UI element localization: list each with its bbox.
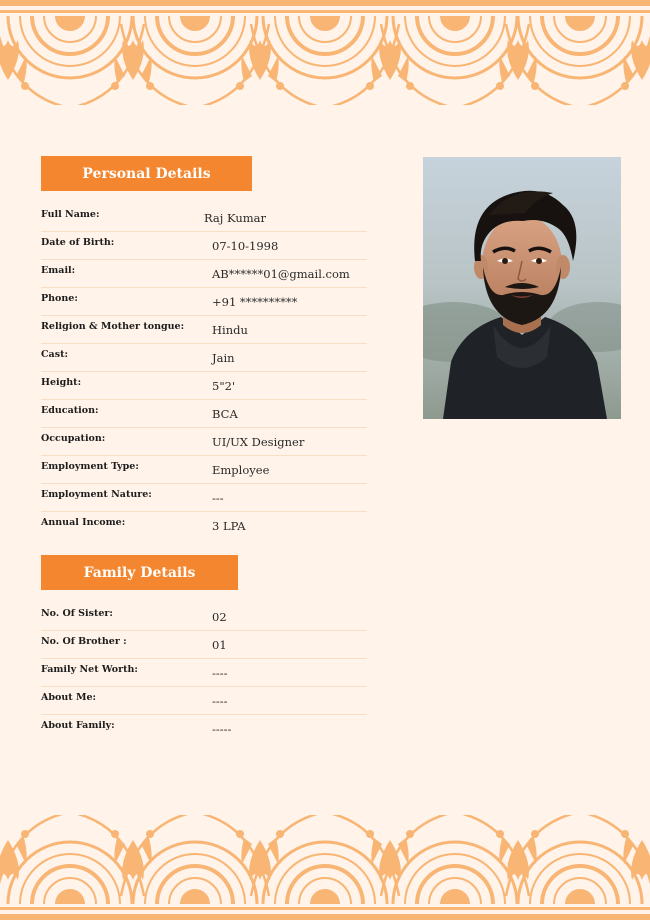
detail-value: 07-10-1998 xyxy=(212,239,279,253)
detail-label: About Family: xyxy=(41,720,115,731)
detail-label: Date of Birth: xyxy=(41,237,115,248)
detail-row-occupation xyxy=(41,428,367,456)
detail-row-brothers xyxy=(41,631,367,659)
detail-row-employment-nature xyxy=(41,484,367,512)
detail-label: Full Name: xyxy=(41,209,100,220)
detail-row-date-of-birth xyxy=(41,232,367,260)
detail-value: ----- xyxy=(212,722,232,736)
detail-value: 02 xyxy=(212,610,227,624)
detail-row-religion xyxy=(41,316,367,344)
detail-label: Occupation: xyxy=(41,433,106,444)
detail-row-phone xyxy=(41,288,367,316)
personal-details-list xyxy=(41,204,367,539)
detail-label: Phone: xyxy=(41,293,78,304)
detail-value: 3 LPA xyxy=(212,519,246,533)
top-mandala-border xyxy=(0,0,650,105)
detail-value: Raj Kumar xyxy=(204,211,267,225)
detail-label: Cast: xyxy=(41,349,68,360)
detail-label: Height: xyxy=(41,377,82,388)
family-details-heading-text: Family Details xyxy=(83,564,196,581)
detail-row-annual-income xyxy=(41,512,367,539)
detail-row-sisters xyxy=(41,603,367,631)
detail-label: Education: xyxy=(41,405,99,416)
detail-label: Religion & Mother tongue: xyxy=(41,321,185,332)
detail-value: Hindu xyxy=(212,323,248,337)
profile-photo xyxy=(423,157,621,419)
detail-value: ---- xyxy=(212,666,228,680)
family-details-list xyxy=(41,603,367,742)
detail-label: About Me: xyxy=(41,692,97,703)
detail-row-full-name xyxy=(41,204,367,232)
detail-value: AB******01@gmail.com xyxy=(212,267,350,281)
detail-value: +91 ********** xyxy=(212,295,298,309)
detail-label: Family Net Worth: xyxy=(41,664,138,675)
detail-value: BCA xyxy=(212,407,238,421)
detail-value: Jain xyxy=(212,351,235,365)
detail-label: Employment Nature: xyxy=(41,489,152,500)
detail-row-family-net-worth xyxy=(41,659,367,687)
bottom-mandala-border xyxy=(0,815,650,920)
detail-label: No. Of Brother : xyxy=(41,636,127,647)
personal-details-heading xyxy=(41,156,252,191)
detail-row-about-me xyxy=(41,687,367,715)
detail-value: ---- xyxy=(212,694,228,708)
detail-value: UI/UX Designer xyxy=(212,435,305,449)
detail-label: Employment Type: xyxy=(41,461,139,472)
detail-value: 5"2' xyxy=(212,379,236,393)
detail-label: No. Of Sister: xyxy=(41,608,113,619)
detail-value: --- xyxy=(212,491,224,505)
personal-details-heading-text: Personal Details xyxy=(82,165,211,182)
profile-photo-illustration xyxy=(423,157,621,419)
detail-label: Email: xyxy=(41,265,76,276)
detail-label: Annual Income: xyxy=(41,517,126,528)
detail-row-email xyxy=(41,260,367,288)
family-details-heading xyxy=(41,555,238,590)
detail-row-cast xyxy=(41,344,367,372)
detail-row-employment-type xyxy=(41,456,367,484)
detail-value: Employee xyxy=(212,463,270,477)
detail-row-about-family xyxy=(41,715,367,742)
detail-row-height xyxy=(41,372,367,400)
detail-row-education xyxy=(41,400,367,428)
detail-value: 01 xyxy=(212,638,227,652)
